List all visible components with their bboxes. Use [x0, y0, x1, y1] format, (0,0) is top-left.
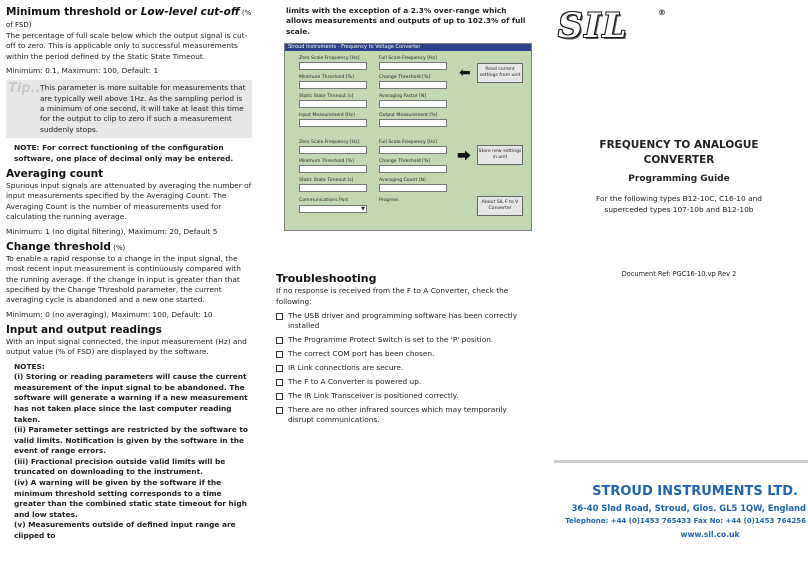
zero-scale-frequency-field [299, 140, 367, 154]
field-box[interactable] [299, 81, 367, 89]
field-box[interactable] [299, 184, 367, 192]
troubleshooting-section [276, 272, 528, 425]
cover-column [550, 0, 808, 567]
checklist-text: The Programme Protect Switch is set to the 'P' position. [288, 335, 494, 345]
field-label: Zero Scale Frequency [Hz] [299, 56, 360, 62]
title-line: FREQUENCY TO ANALOGUE [599, 139, 759, 151]
note-item: (iv) A warning will be given by the software if the minimum threshold setting corresponds to a time greater than the combined static state timeout for high and low states. [14, 478, 247, 519]
troubleshooting-heading: Troubleshooting [276, 272, 377, 286]
field-label: Output Measurement [%] [379, 113, 438, 119]
checkbox-icon [276, 407, 283, 414]
field-label: Full Scale Frequency [Hz] [379, 140, 437, 146]
field-label: Minimum Threshold [%] [299, 159, 354, 165]
change-threshold-limits: Minimum: 0 (no averaging), Maximum: 100, Default: 10 [6, 309, 213, 319]
left-column [6, 6, 252, 542]
checklist-item [276, 391, 528, 401]
checklist-item [276, 405, 528, 426]
field-box[interactable] [379, 119, 447, 127]
checkbox-icon [276, 313, 283, 320]
progress-label: Progress [379, 198, 399, 204]
notes-block [6, 362, 252, 542]
comm-port-label: Communications Port [299, 198, 349, 204]
field-box[interactable] [299, 165, 367, 173]
checklist-item [276, 349, 528, 359]
output-measurement-field [379, 113, 447, 127]
checklist-text: The correct COM port has been chosen. [288, 349, 435, 359]
decimal-note: NOTE: For correct functioning of the configuration software, one place of decimal only may be entered. [14, 143, 234, 163]
checklist-text: The USB driver and programming software has been correctly installed [288, 311, 518, 331]
field-box[interactable] [299, 100, 367, 108]
company-address: 36-40 Slad Road, Stroud, Glos. GL5 1QW, England [571, 503, 806, 513]
averaging-factor-field [379, 94, 447, 108]
notes-continued: limits with the exception of a 2.3% over-range which allows measurements and outputs of up to 102.3% of full scale. [286, 6, 526, 36]
field-box[interactable] [379, 100, 447, 108]
field-label: Change Threshold [%] [379, 75, 431, 81]
static-state-timeout-field [299, 94, 367, 108]
change-threshold-body: To enable a rapid response to a change in the input signal, the most recent input measurement is continuously compared with the running average. If the change in input is greater than that specified by the Change Threshold parameter, the current averaging cycle is abandoned and a new one started. [6, 253, 241, 305]
checkbox-icon [276, 351, 283, 358]
company-name: STROUD INSTRUMENTS LTD. [592, 484, 798, 499]
field-box[interactable] [299, 119, 367, 127]
heading-unit: (% of FSD) [6, 9, 252, 29]
heading-text: Minimum threshold or [6, 6, 141, 18]
note-item: (v) Measurements outside of defined input range are clipped to [14, 520, 236, 541]
note-item: (iii) Fractional precision outside valid limits will be truncated on downloading to the instrument. [14, 456, 226, 477]
minimum-threshold-field [299, 159, 367, 173]
field-label: Full Scale Frequency [Hz] [379, 56, 437, 62]
checklist-item [276, 335, 528, 345]
field-label: Input Measurement [Hz] [299, 113, 355, 119]
checklist-item [276, 377, 528, 387]
averaging-heading: Averaging count [6, 168, 104, 181]
troubleshooting-intro: If no response is received from the F to A Converter, check the following: [276, 286, 509, 306]
checklist [276, 311, 528, 426]
field-box[interactable] [379, 165, 447, 173]
input-measurement-field [299, 113, 367, 127]
change-threshold-heading [6, 241, 252, 253]
checklist-text: The F to A Converter is powered up. [288, 377, 422, 387]
arrow-left-icon: ⬅ [459, 65, 471, 82]
field-label: Zero Scale Frequency [Hz] [299, 140, 360, 146]
read-settings-button[interactable]: Read current settings from unit [477, 63, 523, 83]
company-website[interactable]: www.sil.co.uk [680, 530, 740, 539]
note-item: (i) Storing or reading parameters will cause the current measurement of the input signal to be abandoned. The software will generate a warning if a new measurement has not taken place since the last computer reading taken. [14, 372, 248, 424]
checklist-text: IR Link connections are secure. [288, 363, 404, 373]
averaging-count-field [379, 178, 447, 192]
types-line: For the following types B12-10C, C16-10 and [596, 194, 762, 203]
company-phone: Telephone: +44 (0)1453 765433 Fax No: +44 (0)1453 764256 [565, 517, 806, 525]
checklist-text: There are no other infrared sources which may temporarily disrupt communications. [288, 404, 507, 425]
divider [554, 460, 808, 463]
heading-unit: (%) [110, 243, 126, 252]
io-readings-body: With an input signal connected, the input measurement (Hz) and output value (% of FSD) are displayed by the software. [6, 336, 247, 357]
heading-text: Change threshold [6, 240, 111, 253]
field-box[interactable] [299, 146, 367, 154]
min-threshold-limits: Minimum: 0.1, Maximum: 100, Default: 1 [6, 66, 159, 76]
checkbox-icon [276, 337, 283, 344]
field-label: Averaging Factor [N] [379, 94, 427, 100]
checkbox-icon [276, 379, 283, 386]
field-box[interactable] [379, 146, 447, 154]
comm-port-select[interactable] [299, 205, 367, 213]
zero-scale-frequency-field [299, 56, 367, 70]
document-title [550, 138, 808, 168]
applicable-types [550, 193, 808, 215]
store-settings-button[interactable]: Store new settings in unit [477, 145, 523, 165]
checkbox-icon [276, 365, 283, 372]
field-label: Minimum Threshold [%] [299, 75, 354, 81]
middle-column [276, 6, 528, 429]
change-threshold-field [379, 75, 447, 89]
title-line: CONVERTER [643, 154, 715, 166]
tip-text: This parameter is more suitable for measurements that are typically well above 1Hz. As the sampling period is a minimum of one second, it will take at least this time for the output to clip to zero if such a measurement suddenly stops. [40, 83, 246, 134]
checklist-item [276, 311, 528, 332]
field-label: Static State Timeout [s] [299, 178, 354, 184]
field-label: Averaging Count [N] [379, 178, 426, 184]
checklist-item [276, 363, 528, 373]
checklist-text: The IR Link Transceiver is positioned correctly. [288, 390, 459, 400]
field-box[interactable] [299, 62, 367, 70]
field-box[interactable] [379, 184, 447, 192]
min-threshold-heading [6, 6, 252, 30]
io-readings-heading: Input and output readings [6, 323, 162, 336]
full-scale-frequency-field [379, 56, 447, 70]
notes-title: NOTES: [14, 361, 45, 371]
averaging-limits: Minimum: 1 (no digital filtering), Maximum: 20, Default 5 [6, 226, 218, 236]
document-reference: Document Ref: PGC16-10.vp Rev 2 [621, 270, 737, 278]
change-threshold-field [379, 159, 447, 173]
field-box[interactable] [379, 62, 447, 70]
field-label: Static State Timeout [s] [299, 94, 354, 100]
note-item: (ii) Parameter settings are restricted by the software to valid limits. Notification is given by the software in the event of range errors. [14, 425, 248, 456]
arrow-right-icon: ⮕ [457, 149, 471, 166]
field-box[interactable] [379, 81, 447, 89]
field-label: Change Threshold [%] [379, 159, 431, 165]
min-threshold-body: The percentage of full scale below which the output signal is cut-off to zero. This is applicable only to successful measurements within the period defined by the Static State Timeout. [6, 31, 248, 61]
heading-emphasis: Low-level cut-off [140, 6, 240, 18]
dropdown-arrow-icon: ▼ [361, 206, 365, 213]
averaging-body: Spurious input signals are attenuated by averaging the number of input measurements specified by the Averaging Count. The Averaging Count is the number of measurements used for calculating the running average. [6, 181, 252, 222]
static-state-timeout-field [299, 178, 367, 192]
tip-label: Tip... [8, 81, 46, 97]
checkbox-icon [276, 393, 283, 400]
tip-box [6, 80, 252, 138]
software-window-screenshot [284, 43, 532, 231]
full-scale-frequency-field [379, 140, 447, 154]
types-line: superceded types 107-10b and B12-10b [604, 205, 754, 214]
about-button[interactable]: About SIL F to V Converter [477, 196, 523, 216]
document-subtitle: Programming Guide [628, 174, 730, 184]
sil-logo: SIL [558, 6, 629, 46]
minimum-threshold-field [299, 75, 367, 89]
registered-mark: ® [658, 8, 666, 17]
window-title: Stroud Instruments - Frequency to Voltage Converter [285, 44, 531, 51]
